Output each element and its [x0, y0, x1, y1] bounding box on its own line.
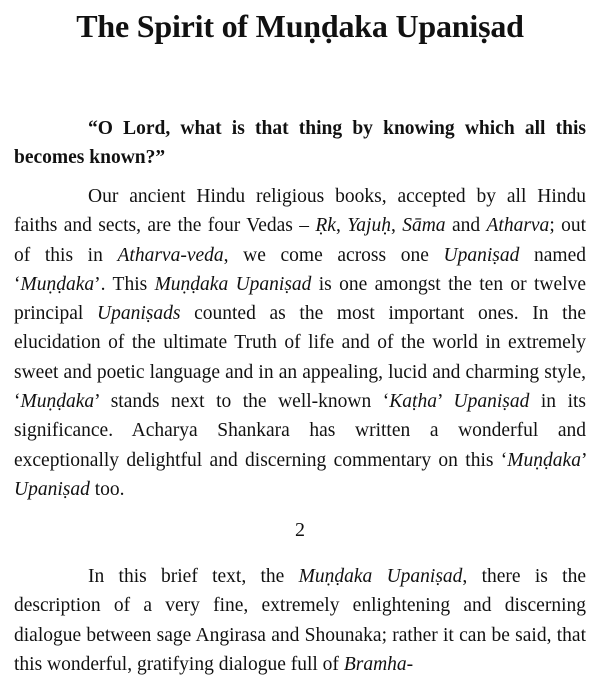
text-span: , [390, 215, 403, 237]
text-span: , we come across one [223, 244, 444, 266]
term-atharva: Atharva [486, 215, 550, 237]
term-atharva-veda: Atharva-veda [117, 244, 224, 266]
term-mundaka: Muṇḍaka [20, 273, 95, 295]
text-span: ’ stands next to the well-known ‘ [94, 391, 390, 413]
page-title: The Spirit of Muṇḍaka Upaniṣad [76, 8, 524, 44]
term-sama: Sāma [402, 215, 446, 237]
epigraph-quote: “O Lord, what is that thing by knowing which all this becomes known?” [14, 118, 586, 168]
term-bramha: Bramha- [343, 653, 414, 675]
text-span: Our ancient Hindu religious books, accepted by all Hindu faiths and sects, are the four Vedas – [14, 186, 586, 237]
paragraph-2 [14, 562, 586, 679]
term-mundaka: Muṇḍaka [20, 391, 95, 413]
text-span: ’ [580, 449, 586, 471]
term-upanisad: Upaniṣad [443, 244, 520, 266]
text-span: in its significance. Acharya Shankara has written a wonderful and exceptionally delightful and discerning commentary on this ‘ [14, 391, 587, 471]
term-yajuh: Yajuḥ [347, 215, 391, 237]
term-mundaka-upanisad: Muṇḍaka Upaniṣad [298, 566, 463, 587]
term-upanisad: Upaniṣad [453, 391, 530, 413]
text-span: and [445, 215, 487, 237]
text-span: ’ [436, 391, 454, 413]
text-span: too. [89, 478, 125, 500]
text-span: , there is the description of a very fine, extremely enlightening and discerning dialogue between sage Angirasa and Shounaka; rather it can be said, that this wonderful, gratifying dialogue full of [14, 566, 586, 675]
text-span: , [335, 215, 348, 237]
text-span: is one amongst the ten or twelve principal [14, 273, 586, 325]
term-upanisads: Upaniṣads [96, 303, 181, 325]
paragraph-2-text [14, 562, 586, 679]
text-span: counted as the most important ones. In the elucidation of the ultimate Truth of life and of the world in extremely sweet and poetic language and in an appealing, lucid and charming style, ‘ [14, 303, 586, 413]
term-upanisad: Upaniṣad [14, 478, 90, 500]
term-mundaka-upanisad: Muṇḍaka Upaniṣad [154, 273, 312, 295]
text-span: ; out of this in [14, 215, 587, 266]
text-span: ’. This [94, 273, 155, 295]
term-katha: Kaṭha [389, 391, 437, 413]
term-mundaka: Muṇḍaka [507, 449, 581, 471]
section-number: 2 [295, 519, 305, 541]
text-span: In this brief text, the [88, 566, 299, 587]
text-span: named ‘ [14, 244, 587, 295]
paragraph-1 [14, 182, 586, 504]
term-rk: Ṛk [315, 215, 336, 237]
paragraph-1-text [14, 182, 586, 504]
